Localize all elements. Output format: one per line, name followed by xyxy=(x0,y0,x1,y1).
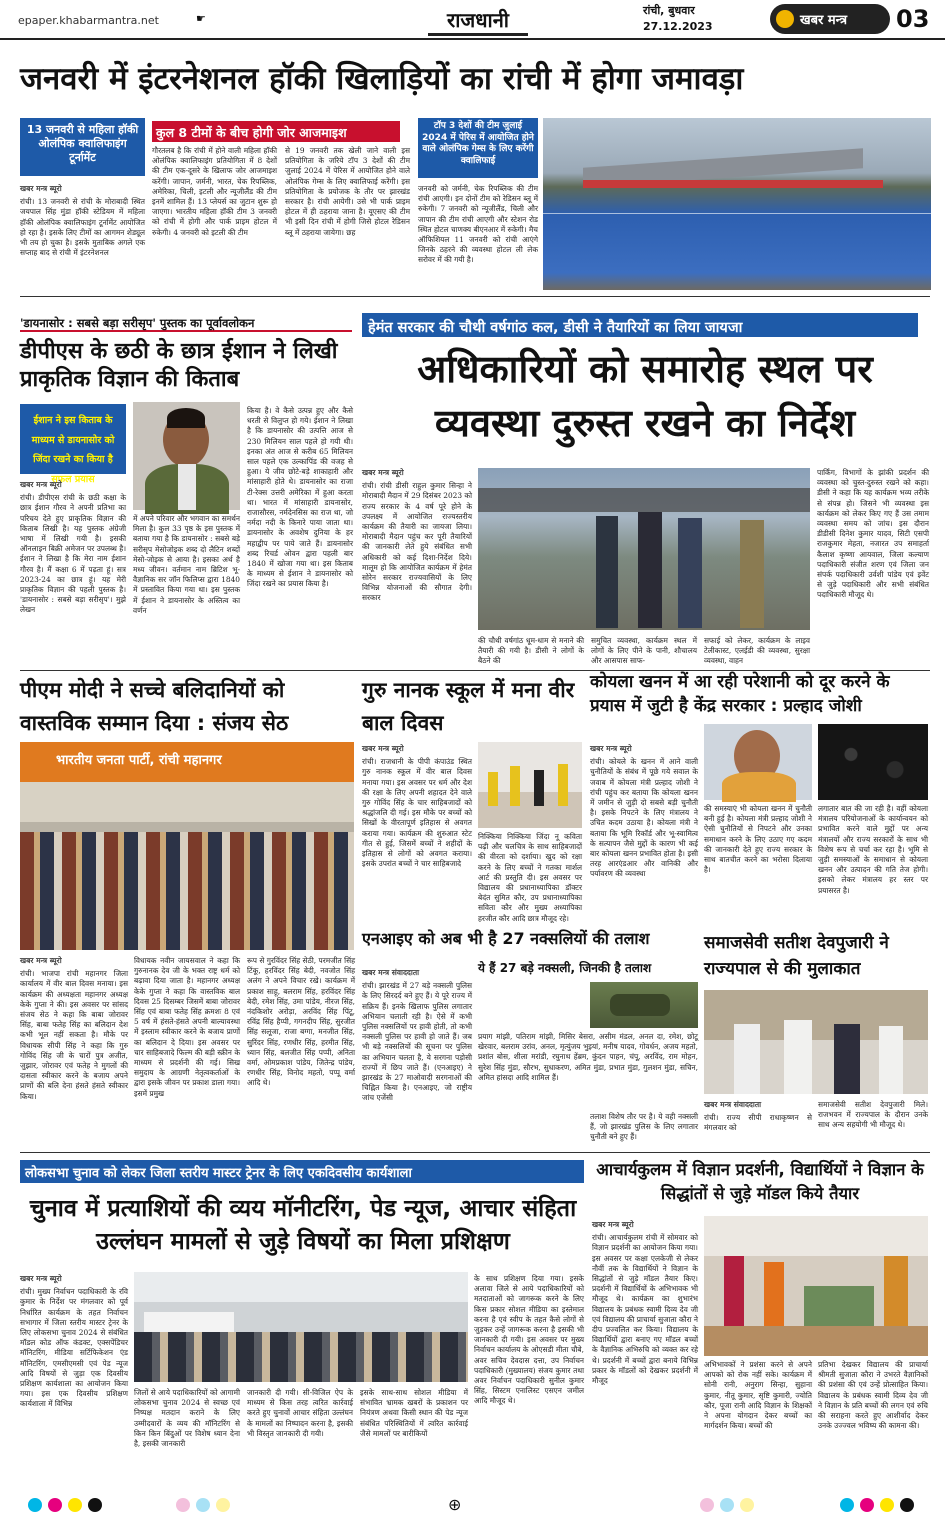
hockey-box: 13 जनवरी से महिला हॉकी ओलंपिक क्वालिफाइंग टूर्नामेंट xyxy=(20,118,145,176)
hemant-col1: खबर मन्त्र ब्यूरो रांची। रांची डीसी राहुल कुमार सिन्हा ने मोराबादी मैदान में 29 दिसंबर 2023 को राज्य सरकार के 4 वर्ष पूरे होने के उपलक्ष्य में आयोजित राज्यस्तरीय कार्यक्रम की तैयारी का जायजा लिया। मोराबादी मैदान पहुंच कर पूरी तैयारियों की जानकारी लेते हुये संबंधित सभी अधिकारी को कई दिशा-निर्देश दिये। मालूम हो कि आयोजित कार्यक्रम में हेमंत सोरेन सरकार राज्यवासियों के लिए विभिन्न योजनाओं की सौगात देगी। सरकार xyxy=(362,468,473,603)
modi-col1: खबर मन्त्र ब्यूरो रांची। भाजपा रांची महानगर जिला कार्यालय में वीर बाल दिवस मनाया। इस कार्यक्रम की अध्यक्षता महानगर अध्यक्ष केके गुप्ता ने की। इस अवसर पर सांसद संजय सेठ ने कहा कि बाबा जोरावर सिंह, बाबा फतेह सिंह का बलिदान देश कभी भूल नहीं सकता है। मौके पर विधायक सीपी सिंह ने कहा कि गुरु गोविंद सिंह जी के चारों पुत्र अजीत, जुझार, जोरावर एवं फतेह ने मुगलों की दासता स्वीकार करने के बजाय अपने प्राणों की बलि देना हंसते हंसते स्वीकार किया। xyxy=(20,956,128,1101)
governor-meeting-photo xyxy=(704,990,928,1094)
hemant-col5: पार्किंग, विभागों के झांकी प्रदर्शन की व्यवस्था को चुस्त-दुरुस्त रखने को कहा। डीसी ने कहा कि यह कार्यक्रम भव्य तरीके से संपन्न हो। जिसने भी व्यवस्था इस कार्यक्रम को लेकर किए गए हैं उस तमाम व्यवस्था समय को जांच। इस दौरान डीडीसी दिनेश कुमार यादव, सिटी एसपी राजकुमार मेहता, नजारत उप समाहर्ता कैलाश कृष्णा आयवाल, जिला कल्याण पदाधिकारी संजीत शरण एवं जिला जन संपर्क पदाधिकारी उर्वशी पांडेय एवं इवेंट से जुड़े पदाधिकारी और सभी संबंधित पदाधिकारी मौजूद थे। xyxy=(817,468,929,600)
hockey-col3: से 19 जनवरी तक खेली जाने वाली इस प्रतियोगिता के जरिये टॉप 3 देशों की टीम जुलाई 2024 में पेरिस में आयोजित होने वाले ओलंपिक गेम्स के लिए क्वालिफाई करेंगी। इस प्रतियोगिता के प्रयोजक के तौर पर झारखंड सरकार है। रांची आयेगी। उसे भी पार्क प्राइम होटल में ही ठहराया जाना है। यूएसए की टीम भी इसी दिन रांची में होगी जिसे होटल रेडिसन ब्लू में ठहराया जायेगा। छह xyxy=(285,146,410,237)
ishan-photo xyxy=(133,402,240,510)
hemant-col3: समुचित व्यवस्था, कार्यक्रम स्थल में लोगों के लिए पीने के पानी, शौचालय और आसपास साफ- xyxy=(591,636,697,666)
city-day: रांची, बुधवार xyxy=(643,4,695,17)
bjp-banner-text: भारतीय जनता पार्टी, रांची महानगर xyxy=(56,753,222,768)
modi-col2: विधायक नवीन जायसवाल ने कहा कि गुरुनानक देव जी के भक्त राष्ट्र धर्म को बढ़ावा दिया जाता है। महानगर अध्यक्ष केके गुप्ता ने कहा कि वास्तविक बाल दिवस 25 दिसम्बर जिसमें बाबा जोरावर सिंह एवं बाबा फतेह सिंह क्रमशः 8 एवं 5 वर्ष में हंसते-हंसते अपनी बाल्यावस्था में इस्लाम स्वीकार करने के बजाय प्राणों का बलिदान दे दिया। इस अवसर पर चार साहिबजादे फिल्म की बड़ी स्क्रीन के माध्यम से प्रदर्शनी की गई। सिख समुदाय के आग्रणी नेतृत्वकर्ताओं के द्वारा इसके जीवन पर प्रकाश डाला गया। इसमें प्रमुख xyxy=(134,956,240,1098)
coal-col1: खबर मन्त्र ब्यूरो रांची। कोयले के खनन में आने वाली चुनौतियों के संबंध में पूछे गये सवाल के जवाब में कोयला मंत्री प्रल्हाद जोशी ने रांची पहुंच कर बताया कि कोयला खनन में जमीन से जुड़ी दो सबसे बड़ी चुनौती है। इसके निपटने के लिए मंत्रालय ने उचित कदम उठाया है। कोयला मंत्री ने बताया कि भूमि रिकॉर्ड और भू-स्वामित्व के सत्यापन जैसे मुद्दों के कारण भी कई बार कोयला खनन प्रभावित होता है। इसी तरह आरएंडआर और वानिकी और पर्यावरण की व्यवस्था xyxy=(590,744,698,879)
election-col3: जानकारी दी गयी। सी-विजिल ऐप के माध्यम से किस तरह त्वरित कार्रवाई करते हुए चुनावों आचार संहिता उल्लंघन के मामलों का निष्पादन करना है, इसकी भी विस्तृत जानकारी दी गयी। xyxy=(247,1388,353,1438)
hockey-headline: जनवरी में इंटरनेशनल हॉकी खिलाड़ियों का रांची में होगा जमावड़ा xyxy=(20,61,744,97)
science-exhibition-photo xyxy=(704,1216,928,1356)
section-label: राजधानी xyxy=(428,6,528,36)
naxal-subhead: ये हैं 27 बड़े नक्सली, जिनकी है तलाश xyxy=(478,961,652,975)
school-performance-photo xyxy=(478,742,582,828)
election-col1: खबर मन्त्र ब्यूरो रांची। मुख्य निर्वाचन पदाधिकारी के रवि कुमार के निर्देश पर मंगलवार को पूर्व निर्धारित कार्यक्रम के तहत निर्वाचन सभागार में जिला स्तरीय मास्टर ट्रेनर के लिए लोकसभा चुनाव 2024 से संबंधित मॉडल कोड ऑफ कंडक्ट, एक्सपेंडिचर मॉनिटरिंग, मीडिया सर्टिफिकेशन एंड मॉनिटरिंग, एमसीएमसी एवं पेड न्यूज आदि विषयों से जुड़ा एक दिवसीय प्रशिक्षण कार्यशाला का आयोजन किया गया। इस एक दिवसीय प्रशिक्षण कार्यशाला में विभिन्न xyxy=(20,1274,128,1409)
guru-col1: खबर मन्त्र ब्यूरो रांची। राजधानी के पीपी कंपाउंड स्थित गुरु नानक स्कूल में वीर बाल दिवस मनाया गया। इस अवसर पर धर्म और देश की रक्षा के लिए अपनी शहादत देने वाले गुरु गोविंद सिंह के चार साहिबजादों को श्रद्धांजलि दी गई। इस मौके पर बच्चों को सिखों के वीरतापूर्ण इतिहास से अवगत कराया गया। कार्यक्रम की शुरुआत स्टेट गीत से हुई, जिसमें बच्चों ने शहीदों के इतिहास से लोगों को अवगत कराया। इसके उपरांत बच्चों ने चार साहिबजादे xyxy=(362,744,472,869)
naxal-operation-photo xyxy=(590,982,698,1028)
election-headline: चुनाव में प्रत्याशियों की व्यय मॉनीटरिंग, पेड न्यूज, आचार संहिता उल्लंघन मामलों से जुड़े विषयों का मिला प्रशिक्षण xyxy=(29,1194,577,1255)
election-col4: के साथ प्रशिक्षण दिया गया। इसके अलावा जिले से आये पदाधिकारियों को मतदाताओं को जागरूक करने के लिए किस प्रकार सोशल मीडिया का इस्तेमाल करना है एवं स्वीप के तहत कैसे लोगों से जुड़कर उन्हें जागरूक करना है इसकी भी जानकारी दी गयी। इस अवसर पर मुख्य निर्वाचन कार्यालय के ओएसडी मीता चौबे, अवर सचिव देवदास दत्ता, उप निर्वाचन पदाधिकारी (मुख्यालय) संजय कुमार तथा अवर निर्वाचन पदाधिकारी सुनील कुमार सिंह, सिस्टम एनालिस्ट एसएन जमील आदि मौजूद थे। xyxy=(474,1274,584,1406)
bjp-event-photo xyxy=(20,742,354,950)
coal-headline: कोयला खनन में आ रही परेशानी को दूर करने के प्रयास में जुटी है केंद्र सरकार : प्रल्हाद जोशी xyxy=(590,672,890,716)
footer-color-marks xyxy=(0,1494,945,1517)
satish-col1: खबर मन्त्र संवाददाता रांची। राज्य सीपी राधाकृष्णन से मंगलवार को xyxy=(704,1100,812,1133)
satish-col2: समाजसेवी सतीश देवपुजारी मिले। राजभवन में राज्यपाल के दौरान उनके साथ अन्य सहयोगी भी मौजूद थे। xyxy=(818,1100,928,1130)
modi-headline: पीएम मोदी ने सच्चे बलिदानियों को वास्तविक सम्मान दिया : संजय सेठ xyxy=(20,678,289,735)
election-strap: लोकसभा चुनाव को लेकर जिला स्तरीय मास्टर ट्रेनर के लिए एकदिवसीय कार्यशाला xyxy=(20,1160,584,1183)
science-col1: खबर मन्त्र ब्यूरो रांची। आचार्यकुलम रांची में सोमवार को विज्ञान प्रदर्शनी का आयोजन किया गया। इस अवसर पर कक्षा एलकेजी से लेकर नौवीं तक के विद्यार्थियों ने विज्ञान के सिद्धांतों से जुड़े मॉडल तैयार किए। प्रदर्शनी में विद्यार्थियों के अभिभावक भी मौजूद थे। कार्यक्रम का शुभारंभ विद्यालय के प्रबंधक स्वामी दिव्य देव जी एवं विद्यालय की प्राचार्या सुजाता कौरा ने दीप प्रज्वलित कर किया। विद्यालय के विद्यार्थियों द्वारा बनाए गए मॉडल बच्चों के वैज्ञानिक अभिरुचि को व्यक्त कर रहे थे। प्रदर्शनी में बच्चों द्वारा बनाये विभिन्न प्रकार के मॉडलों को देखकर प्रदर्शनी में मौजूद xyxy=(592,1220,698,1386)
dino-quote: ईशान ने इस किताब के माध्यम से डायनासोर को जिंदा रखने का किया है सफल प्रयास xyxy=(20,404,126,474)
hockey-col4: जनवरी को जर्मनी, चेक रिपब्लिक की टीम रांची आएगी। इन दोनों टीम को रेडिसन ब्लू में रुकेगी। 7 जनवरी को न्यूजीलैंड, चिली और जापान की टीम रांची आएगी और स्टेशन रोड स्थित होटल चाणक्य बीएनआर में रुकेगी। मैच ऑफिशियल 11 जनवरी को रांची आएंगे जिनके ठहरने की व्यवस्था होटल ली लेक सरोवर में की गयी है। xyxy=(418,184,538,265)
modi-col3: रूप से गुरविंदर सिंह सेठी, परमजीत सिंह टिंकू, हरविंदर सिंह बेदी, नवजोत सिंह अलंग ने अपने विचार रखे। कार्यक्रम में प्रकाश साहू, बलराम सिंह, हरविंदर सिंह बेदी, रमेश सिंह, उमा पांडेय, नीरज सिंह, नंदकिशोर अरोड़ा, अरविंद सिंह पिंटू, रविंद्र सिंह हैप्पी, गगनदीप सिंह, सुरजीत सिंह सलूजा, राजा बग्गा, मनजीत सिंह, सुरिंदर सिंह, रणधीर सिंह, हरमीत सिंह, ध्यान सिंह, बलजीत सिंह पप्पी, अनिता वर्मा, ओमप्रकाश पांडेय, जितेन्द्र पांडेय, रणधीर सिंह, विनोद महतो, पप्पू वर्मा आदि थे। xyxy=(247,956,355,1088)
naxal-col2: प्रयाग मांझी, पतिराम मांझी, मिसिर बेसरा, असीम मंडल, अनल दा, रमेश, छोटू खेरवार, बलराम उरांव, अनल, मृत्युंजय भुइयां, मनीष यादव, गोवर्धन, अजय महतो, प्रशांत बोस, शीला मरांडी, रघुनाथ हेंब्रम, कुंदन पाहन, चंपू, अरविंद, राम मोहन, सुरेश सिंह मुंडा, सौरभ, सुधाकरण, अमित मुंडा, प्रभात मुंडा, गुलशन मुंडा, सचिन, अमित हांसदा आदि शामिल हैं। xyxy=(478,1032,698,1082)
hemant-col4: सफाई को लेकर, कार्यक्रम के लाइव टेलीकास्ट, एलईडी की व्यवस्था, सुरक्षा व्यवस्था, वाहन xyxy=(704,636,810,666)
satish-headline: समाजसेवी सतीश देवपुजारी ने राज्यपाल से की मुलाकात xyxy=(704,933,889,979)
hockey-stadium-photo xyxy=(543,118,931,290)
brand-logo: खबर मन्त्र xyxy=(770,4,890,34)
edition-date: 27.12.2023 xyxy=(643,20,713,33)
brand-icon xyxy=(776,10,794,28)
science-col3: प्रतिभा देखकर विद्यालय की प्राचार्या श्रीमती सुजाता कौरा ने उभरते वैज्ञानिकों की प्रशंसा की एवं उन्हें प्रोत्साहित किया। विद्यालय के प्रबंधक स्वामी दिव्य देव जी ने विज्ञान के प्रति बच्चों की लगन एवं रुचि की सराहना करते हुए आशीर्वाद देकर उनके उज्ज्वल भविष्य की कामना की। xyxy=(818,1360,928,1431)
naxal-headline: एनआइए को अब भी है 27 नक्सलियों की तलाश xyxy=(362,929,650,948)
hemant-strap: हेमंत सरकार की चौथी वर्षगांठ कल, डीसी ने तैयारियों का लिया जायजा xyxy=(362,313,918,337)
hemant-headline: अधिकारियों को समारोह स्थल पर व्यवस्था दुरुस्त रखने का निर्देश xyxy=(417,347,873,445)
cursor-icon: ☛ xyxy=(196,12,206,25)
dino-headline: डीपीएस के छठी के छात्र ईशान ने लिखी प्राकृतिक विज्ञान की किताब xyxy=(20,339,338,392)
science-col2: अभिभावकों ने प्रशंसा करने से अपने आपको को रोक नहीं सके। कार्यक्रम में सोनी रानी, अनुराग सिन्हा, सुहाना कुमार, नीतू कुमार, सृष्टि कुमारी, ज्योति कौर, पूजा रानी आदि विज्ञान के शिक्षकों ने अपना योगदान देकर बच्चों का मार्गदर्शन किया। बच्चों की xyxy=(704,1360,812,1431)
election-col2: जिलों से आये पदाधिकारियों को आगामी लोकसभा चुनाव 2024 से स्वच्छ एवं निष्पक्ष मतदान कराने के लिए उम्मीदवारों के व्यय की मॉनिटरिंग से किन किन बिंदुओं पर विशेष ध्यान देना है, इसकी जानकारी xyxy=(134,1388,240,1449)
page-number: 03 xyxy=(896,5,930,33)
masthead xyxy=(0,0,945,40)
dc-inspection-photo xyxy=(478,468,810,630)
dino-col1: खबर मन्त्र ब्यूरो रांची। डीपीएस रांची के छठी कक्षा के छात्र ईशान गौरव ने अपनी प्रतिभा का परिचय देते हुए प्राकृतिक विज्ञान की किताब लिखी है। यह पुस्तक अंग्रेजी भाषा में लिखी गयी है। इसकी ऑनलाइन बिक्री अमेजन पर उपलब्ध है। ईशान ने लिखा है कि मेरा नाम ईशान गौरव है। मैं कक्षा 6 में पढ़ता हूं। सत्र 2023-24 का छात्र हूं। यह मेरी प्राकृतिक विज्ञान की पहली पुस्तक है। 'डायनासोर : सबसे बड़ा सरीसृप'। मुझे लेखन xyxy=(20,480,126,615)
hockey-col2: गौरतलब है कि रांची में होने वाली महिला हॉकी ओलंपिक क्वालिफाइंग प्रतियोगिता में 8 देशों की टीम एक-दूसरे के खिलाफ जोर आजमाइश करेंगी। जापान, जर्मनी, भारत, चेक रिपब्लिक, अमेरिका, चिली, इटली और न्यूजीलैंड की टीम इनमें शामिल हैं। 13 प्लेयर्स का जुटान शुरू हो जाएगा। भारतीय महिला हॉकी टीम 3 जनवरी को रांची में होगी और पार्क प्राइम होटल में रुकेगी। 4 जनवरी को इटली की टीम xyxy=(152,146,277,237)
site-url[interactable]: epaper.khabarmantra.net xyxy=(18,14,159,27)
election-col5: इसके साथ-साथ सोशल मीडिया में संभावित भ्रामक खबरों के प्रकाशन पर नियंत्रण अथवा किसी स्थान की पेड न्यूज संबंधित परिस्थितियों में त्वरित कार्रवाई जैसे मामलों पर बारीकियों xyxy=(360,1388,468,1438)
crosshair-icon: ⊕ xyxy=(448,1495,462,1514)
dino-kicker: 'डायनासोर : सबसे बड़ा सरीसृप' पुस्तक का पूर्वावलोकन xyxy=(20,312,352,332)
hockey-col1: खबर मन्त्र ब्यूरो रांची। 13 जनवरी से रांची के मोराबादी स्थित जयपाल सिंह मुंडा हॉकी स्टेडियम में महिला हॉकी ओलंपिक क्वालिफाइंग टूर्नामेंट आयोजित हो रहा है। इसके लिए टीमों का आगमन शेड्यूल भी तय हो चुका है। इसके मुताबिक अगले एक सप्ताह बाद से रांची में इंटरनेशनल xyxy=(20,184,145,258)
hockey-quote: टॉप 3 देशों की टीम जुलाई 2024 में पेरिस में आयोजित होने वाले ओलंपिक गेम्स के लिए करेंगी क्वालिफाई xyxy=(418,118,538,178)
naxal-col1: खबर मन्त्र संवाददाता रांची। झारखंड में 27 बड़े नक्सली पुलिस के लिए सिरदर्द बने हुए हैं। ये पूरे राज्य में सक्रिय हैं। इनके खिलाफ पुलिस लगातार अभियान चलाती रही है। ऐसे में कभी पुलिस नक्सलियों पर हावी होती, तो कभी नक्सली पुलिस पर हावी हो जाते हैं। जब भी बड़े नक्सलियों की सूचना पर पुलिस का अभियान चलता है, ये सरगना पड़ोसी राज्यों में छिप जाते हैं। (एनआइए) ने झारखंड के 27 माओवादी सरगनाओं की चिह्नित किया है। एनआइए, जो राष्ट्रीय जांच एजेंसी xyxy=(362,968,472,1103)
naxal-col3: तलाश विशेष तौर पर है। ये वही नक्सली हैं, जो झारखंड पुलिस के लिए लगातार चुनौती बने हुए हैं। xyxy=(590,1112,698,1142)
coal-col3: लगातार बात की जा रही है। वहीं कोयला मंत्रालय परियोजनाओं के कार्यान्वयन को प्रभावित करने वाले मुद्दों पर अन्य मंत्रालयों और राज्य सरकारों के साथ भी विशेष रूप से चर्चा कर रहा है। भूमि से जुड़ी समस्याओं के समाधान से कोयला खनन और उत्पादन की गति तेज होगी। इसको लेकर मंत्रालय हर स्तर पर प्रयासरत है। xyxy=(818,804,928,895)
pralhad-joshi-photo xyxy=(704,724,812,800)
coal-photo xyxy=(818,724,928,800)
guru-col2: निक्किया निक्किया जिंदा नू कविता पढ़ी और चलचित्र के साथ साहिबजादों की वीरता को दर्शाया। खुद को रक्षा करने के लिए बच्चों ने गतका मार्शल आर्ट की प्रस्तुति दी। इस अवसर पर विद्यालय की प्रधानाध्यापिका डॉक्टर बेदंत सुमित कौर, उप प्रधानाध्यापिका सविता कौर और मुख्य अध्यापिका हरजीत कौर आदि छात्र मौजूद रहे। xyxy=(478,832,582,923)
dino-col2: में अपने परिवार और भगवान का समर्थन मिला है। कुल 33 पृष्ठ के इस पुस्तक में बताया गया है कि डायनासोर : सबसे बड़े सरीसृप मेसोजोइक शब्द दो लैटिन शब्दों मेसो-जोइक से आया है। इसका अर्थ है मध्य जीवन। वर्तमान नाम ब्रिटिश भू-वैज्ञानिक सर जॉन फिलिप्स द्वारा 1840 में प्रस्तावित किया गया था। इस पुस्तक में ईशान ने डायनासोर के अस्तित्व का वर्णन xyxy=(133,514,240,615)
coal-col2: की समस्याएं भी कोयला खनन में चुनौती बनी हुई है। कोयला मंत्री प्रल्हाद जोशी ने ऐसी चुनौतियों से निपटने और उनका समाधान करने के लिए उठाए गए कदम की जानकारी देते हुए राज्य सरकार के साथ बातचीत करने का भरोसा दिलाया है। xyxy=(704,804,812,875)
training-workshop-photo xyxy=(134,1272,468,1382)
guru-headline: गुरु नानक स्कूल में मना वीर बाल दिवस xyxy=(362,678,575,735)
science-headline: आचार्यकुलम में विज्ञान प्रदर्शनी, विद्यार्थियों ने विज्ञान के सिद्धांतों से जुड़े मॉडल किये तैयार xyxy=(596,1160,924,1203)
hemant-col2: की चौथी वर्षगांठ धूम-धाम से मनाने की तैयारी की गयी है। डीसी ने लोगों के बैठने की xyxy=(478,636,584,666)
hockey-strap: कुल 8 टीमों के बीच होगी जोर आजमाइश xyxy=(152,121,400,142)
dino-col3: किया है। वे कैसे उत्पन्न हुए और कैसे धरती से विलुप्त हो गये। ईशान ने लिखा है कि डायनासोर की उत्पत्ति आज से 230 मिलियन साल पहले हो गयी थी। इनका अंत आज से करीब 65 मिलियन साल पहले एक उल्कापिंड की वजह से हुआ। ये जीव छोटे-बड़े शाकाहारी और मांसाहारी होते थे। डायनासोर का राजा टी-रेक्स उत्तरी अमेरिका में हुआ करता था। भारत में मांसाहारी डायनासोर, राजासौरस, नर्मदेनसिस का राज था, जो नर्मदा नदी के किनारे पाया जाता था। डायनासोर के अवशेष दुनिया के हर महाद्वीप पर पाये जाते हैं। डायनासोर शब्द रिचर्ड ओवन द्वारा पहली बार 1840 में खोजा गया था। इस किताब के माध्यम से ईशान ने डायनासोर को जिंदा रखने का प्रयास किया है। xyxy=(247,406,353,589)
